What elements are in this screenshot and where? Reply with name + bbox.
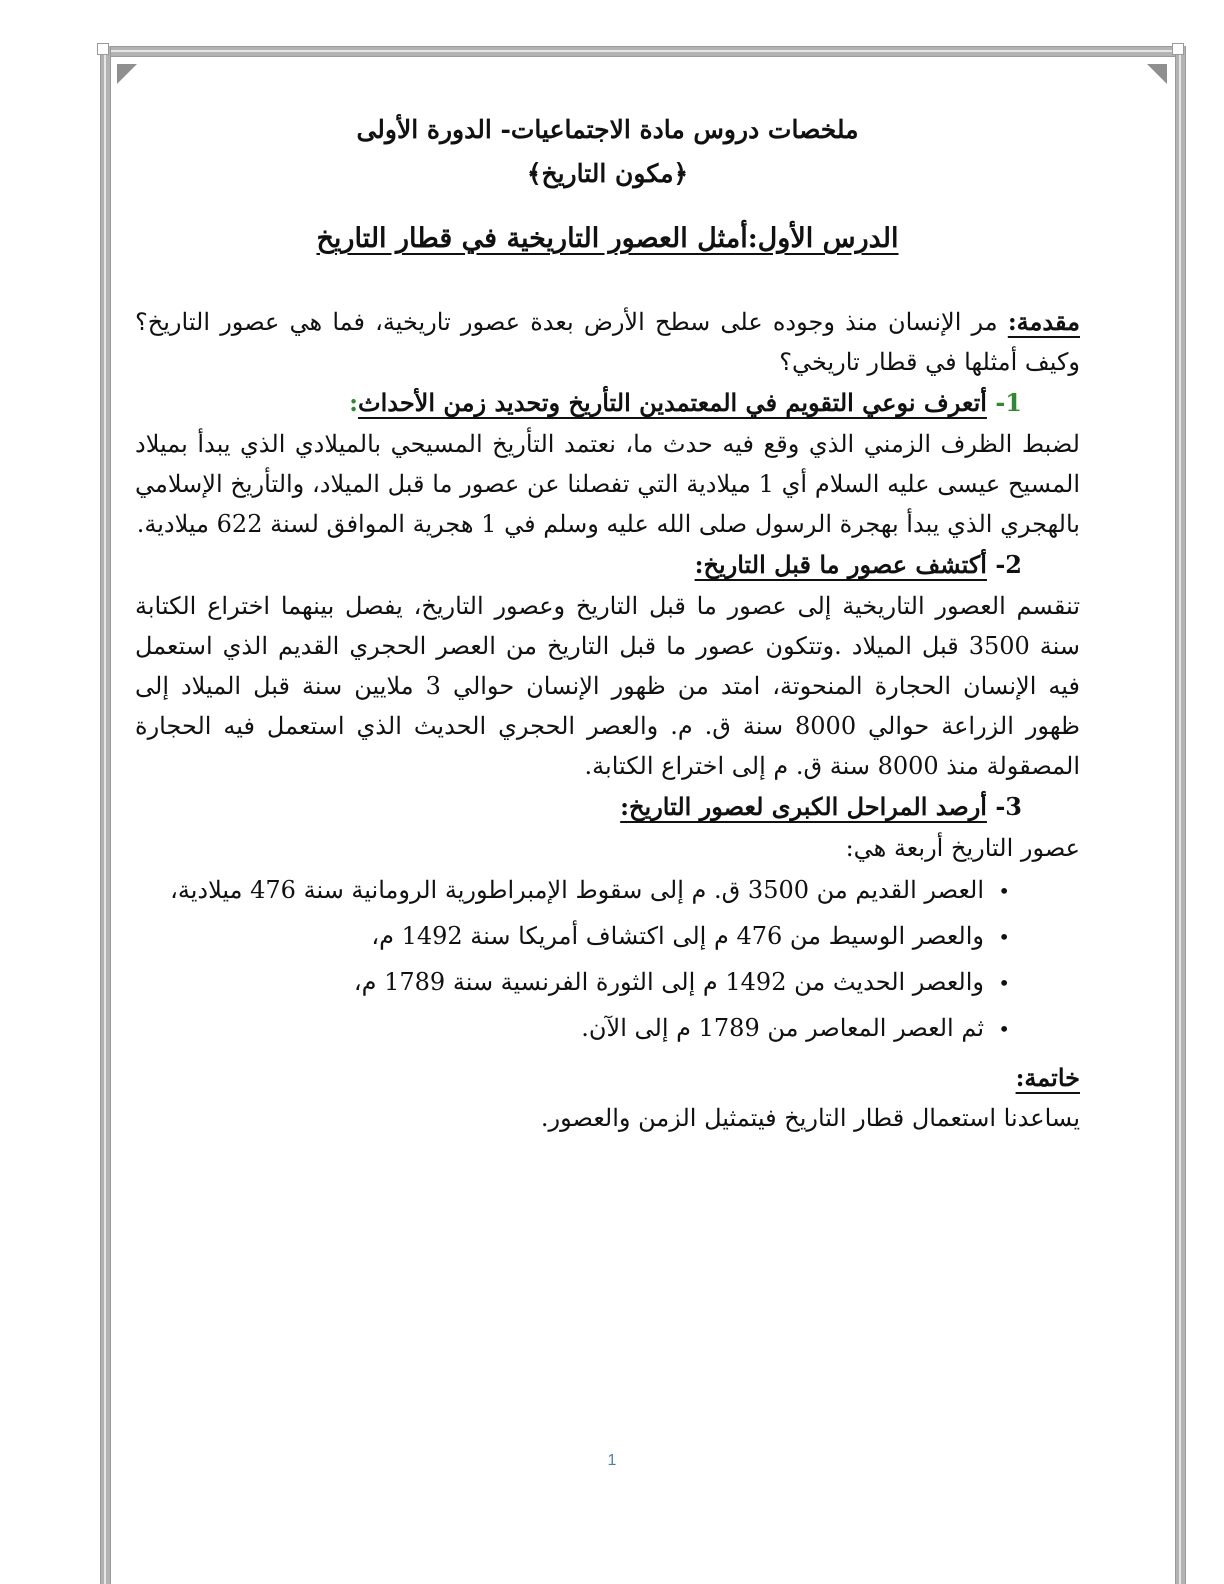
list-item-text: والعصر الحديث من 1492 م إلى الثورة الفرنسية سنة 1789 م، <box>353 968 984 996</box>
section-2-text: تنقسم العصور التاريخية إلى عصور ما قبل التاريخ وعصور التاريخ، يفصل بينهما اختراع الكتابة سنة 3500 قبل الميلاد .وتتكون عصور ما قبل التاريخ من العصر الحجري القديم الذي استعمل فيه الإنسان الحجارة المنحوتة، امتد من ظهور الإنسان حوالي 3 ملايين سنة قبل الميلاد إلى ظهور الزراعة حوالي 8000 سنة ق. م. والعصر الحجري الحديث الذي استعمل فيه الحجارة المصقولة منذ 8000 سنة ق. م إلى اختراع الكتابة. <box>135 592 1081 780</box>
page-border-top <box>100 46 1184 57</box>
section-1-number: 1- <box>995 388 1022 417</box>
section-1-heading <box>135 382 1022 424</box>
list-item-text: العصر القديم من 3500 ق. م إلى سقوط الإمبراطورية الرومانية سنة 476 ميلادية، <box>170 876 984 904</box>
list-item-text: والعصر الوسيط من 476 م إلى اكتشاف أمريكا سنة 1492 م، <box>371 922 984 950</box>
list-item <box>135 914 1010 960</box>
page-number: 1 <box>607 1452 617 1469</box>
section-1-title: أتعرف نوعي التقويم في المعتمدين التأريخ وتحديد زمن الأحداث <box>357 388 987 417</box>
conclusion-label: خاتمة: <box>1015 1063 1080 1092</box>
bullet-icon: • <box>998 971 1010 995</box>
corner-triangle-right <box>1147 64 1167 84</box>
list-item-text: ثم العصر المعاصر من 1789 م إلى الآن. <box>581 1014 984 1042</box>
list-item <box>135 868 1010 914</box>
section-2-heading <box>135 544 1022 586</box>
page-border-right <box>1175 46 1186 1584</box>
section-3-number: 3- <box>995 792 1022 821</box>
conclusion-label-line <box>135 1058 1080 1098</box>
component-title: ﴿مكون التاريخ﴾ <box>526 159 689 188</box>
bullet-icon: • <box>998 1017 1010 1041</box>
intro-paragraph <box>135 302 1080 382</box>
bullet-icon: • <box>998 925 1010 949</box>
section-2-number: 2- <box>995 550 1022 579</box>
section-1-suffix: : <box>349 388 358 417</box>
eras-list <box>135 868 1080 1052</box>
lesson-heading <box>135 214 1080 264</box>
document-title: ملخصات دروس مادة الاجتماعيات- الدورة الأولى <box>356 115 859 144</box>
page-border-corner-tr <box>1172 43 1184 55</box>
section-2-title: أكتشف عصور ما قبل التاريخ: <box>694 550 987 579</box>
list-item <box>135 1006 1010 1052</box>
section-3-intro: عصور التاريخ أربعة هي: <box>845 834 1080 862</box>
conclusion-text: يساعدنا استعمال قطار التاريخ فيتمثيل الزمن والعصور. <box>540 1104 1080 1132</box>
intro-text: مر الإنسان منذ وجوده على سطح الأرض بعدة عصور تاريخية، فما هي عصور التاريخ؟ وكيف أمثلها في قطار تاريخي؟ <box>135 308 1080 376</box>
list-item <box>135 960 1010 1006</box>
document-body <box>135 108 1080 1138</box>
page-border-corner-tl <box>97 43 109 55</box>
lesson-title: الدرس الأول:أمثل العصور التاريخية في قطار التاريخ <box>316 223 899 254</box>
corner-triangle-left <box>117 64 137 84</box>
section-3-heading <box>135 786 1022 828</box>
section-3-title: أرصد المراحل الكبرى لعصور التاريخ: <box>620 792 987 821</box>
page-border-left <box>100 46 111 1584</box>
intro-label: مقدمة: <box>1007 307 1080 336</box>
section-1-text: لضبط الظرف الزمني الذي وقع فيه حدث ما، نعتمد التأريخ المسيحي بالميلادي الذي يبدأ بميلاد المسيح عيسى عليه السلام أي 1 ميلادية التي تفصلنا عن عصور ما قبل الميلاد، والتأريخ الإسلامي بالهجري الذي يبدأ بهجرة الرسول صلى الله عليه وسلم في 1 هجرية الموافق لسنة 622 ميلادية. <box>135 430 1080 538</box>
bullet-icon: • <box>998 879 1010 903</box>
